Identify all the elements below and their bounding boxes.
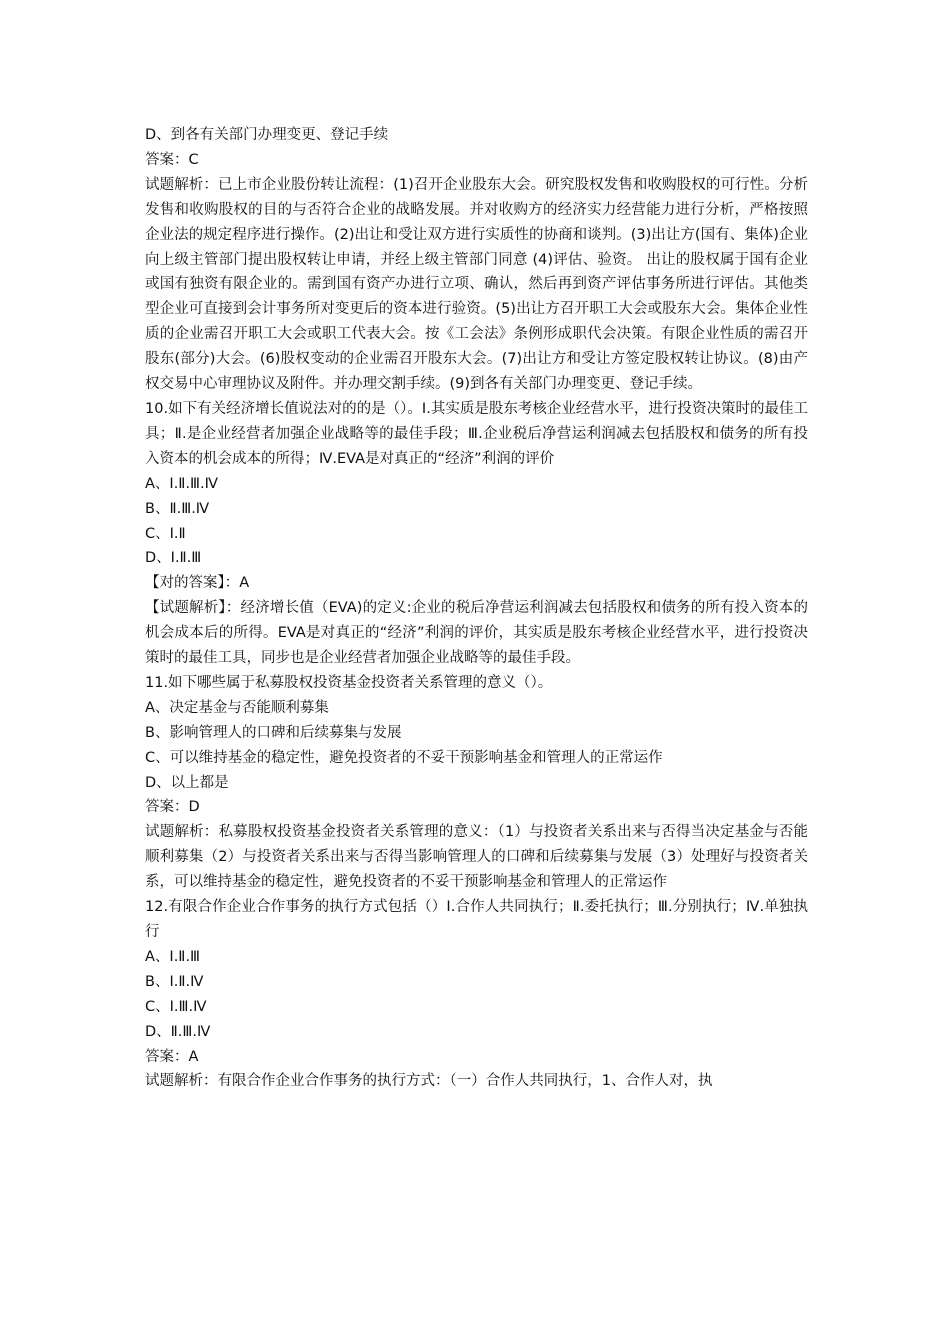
q11-option-d: D、以上都是 [145, 774, 229, 791]
q12-option-d: D、Ⅱ.Ⅲ.Ⅳ [145, 1023, 211, 1040]
answer-prev: 答案：C [145, 151, 199, 168]
q11-analysis: 试题解析：私募股权投资基金投资者关系管理的意义：（1）与投资者关系出来与否得当决定基金与否能顺利募集（2）与投资者关系出来与否得当影响管理人的口碑和后续募集与发展（3）处理好与投资者关系，可以维持基金的稳定性，避免投资者的不妥干预影响基金和管理人的正常运作 [145, 824, 808, 891]
question-11: 11.如下哪些属于私募股权投资基金投资者关系管理的意义（）。 [145, 674, 553, 691]
q11-option-c: C、可以维持基金的稳定性，避免投资者的不妥干预影响基金和管理人的正常运作 [145, 749, 663, 766]
q10-option-a: A、Ⅰ.Ⅱ.Ⅲ.Ⅳ [145, 475, 219, 492]
option-d-prev: D、到各有关部门办理变更、登记手续 [145, 127, 389, 143]
analysis-prev: 试题解析：已上市企业股份转让流程：(1)召开企业股东大会。研究股权发售和收购股权的可行性。分析发售和收购股权的目的与否符合企业的战略发展。并对收购方的经济实力经营能力进行分析，严格按照企业法的规定程序进行操作。(2)出让和受让双方进行实质性的协商和谈判。(3)出让方(国有、集体)企业向上级主管部门提出股权转让申请，并经上级主管部门同意 (4)评估、验资。 出让的股权属于国有企业或国有独资有限企业的。需到国有资产办进行立项、确认，然后再到资产评估事务所进行评估。其他类型企业可直接到会计事务所对变更后的资本进行验资。(5)出让方召开职工大会或股东大会。集体企业性质的企业需召开职工大会或职工代表大会。按《工会法》条例形成职代会决策。有限企业性质的需召开股东(部分)大会。(6)股权变动的企业需召开股东大会。(7)出让方和受让方签定股权转让协议。(8)由产权交易中心审理协议及附件。并办理交割手续。(9)到各有关部门办理变更、登记手续。 [145, 176, 808, 393]
q10-answer: 【对的答案】：A [145, 575, 250, 592]
q11-option-b: B、影响管理人的口碑和后续募集与发展 [145, 724, 402, 741]
q10-analysis: 【试题解析】：经济增长值（EVA)的定义:企业的税后净营运利润减去包括股权和债务的所有投入资本的机会成本后的所得。EVA是对真正的“经济”利润的评价，其实质是股东考核企业经营水平，进行投资决策时的最佳工具，同步也是企业经营者加强企业战略等的最佳手段。 [145, 600, 808, 667]
q10-option-b: B、Ⅱ.Ⅲ.Ⅳ [145, 500, 210, 517]
q10-option-c: C、Ⅰ.Ⅱ [145, 525, 186, 542]
q12-option-c: C、Ⅰ.Ⅲ.Ⅳ [145, 998, 207, 1015]
q12-answer: 答案：A [145, 1048, 199, 1065]
q12-option-a: A、Ⅰ.Ⅱ.Ⅲ [145, 948, 201, 965]
document-page [145, 123, 808, 1094]
q10-option-d: D、Ⅰ.Ⅱ.Ⅲ [145, 550, 202, 567]
question-12: 12.有限合作企业合作事务的执行方式包括（）Ⅰ.合作人共同执行；Ⅱ.委托执行；Ⅲ.分别执行；Ⅳ.单独执行 [145, 899, 808, 940]
q11-answer: 答案：D [145, 799, 200, 816]
q12-option-b: B、Ⅰ.Ⅱ.Ⅳ [145, 973, 204, 990]
question-10: 10.如下有关经济增长值说法对的的是（）。Ⅰ.其实质是股东考核企业经营水平，进行投资决策时的最佳工具；Ⅱ.是企业经营者加强企业战略等的最佳手段；Ⅲ.企业税后净营运利润减去包括股权和债务的所有投入资本的机会成本的所得；Ⅳ.EVA是对真正的“经济”利润的评价 [145, 400, 808, 467]
q11-option-a: A、决定基金与否能顺利募集 [145, 699, 329, 716]
q12-analysis: 试题解析：有限合作企业合作事务的执行方式：（一）合作人共同执行，1、合作人对，执 [145, 1073, 713, 1090]
